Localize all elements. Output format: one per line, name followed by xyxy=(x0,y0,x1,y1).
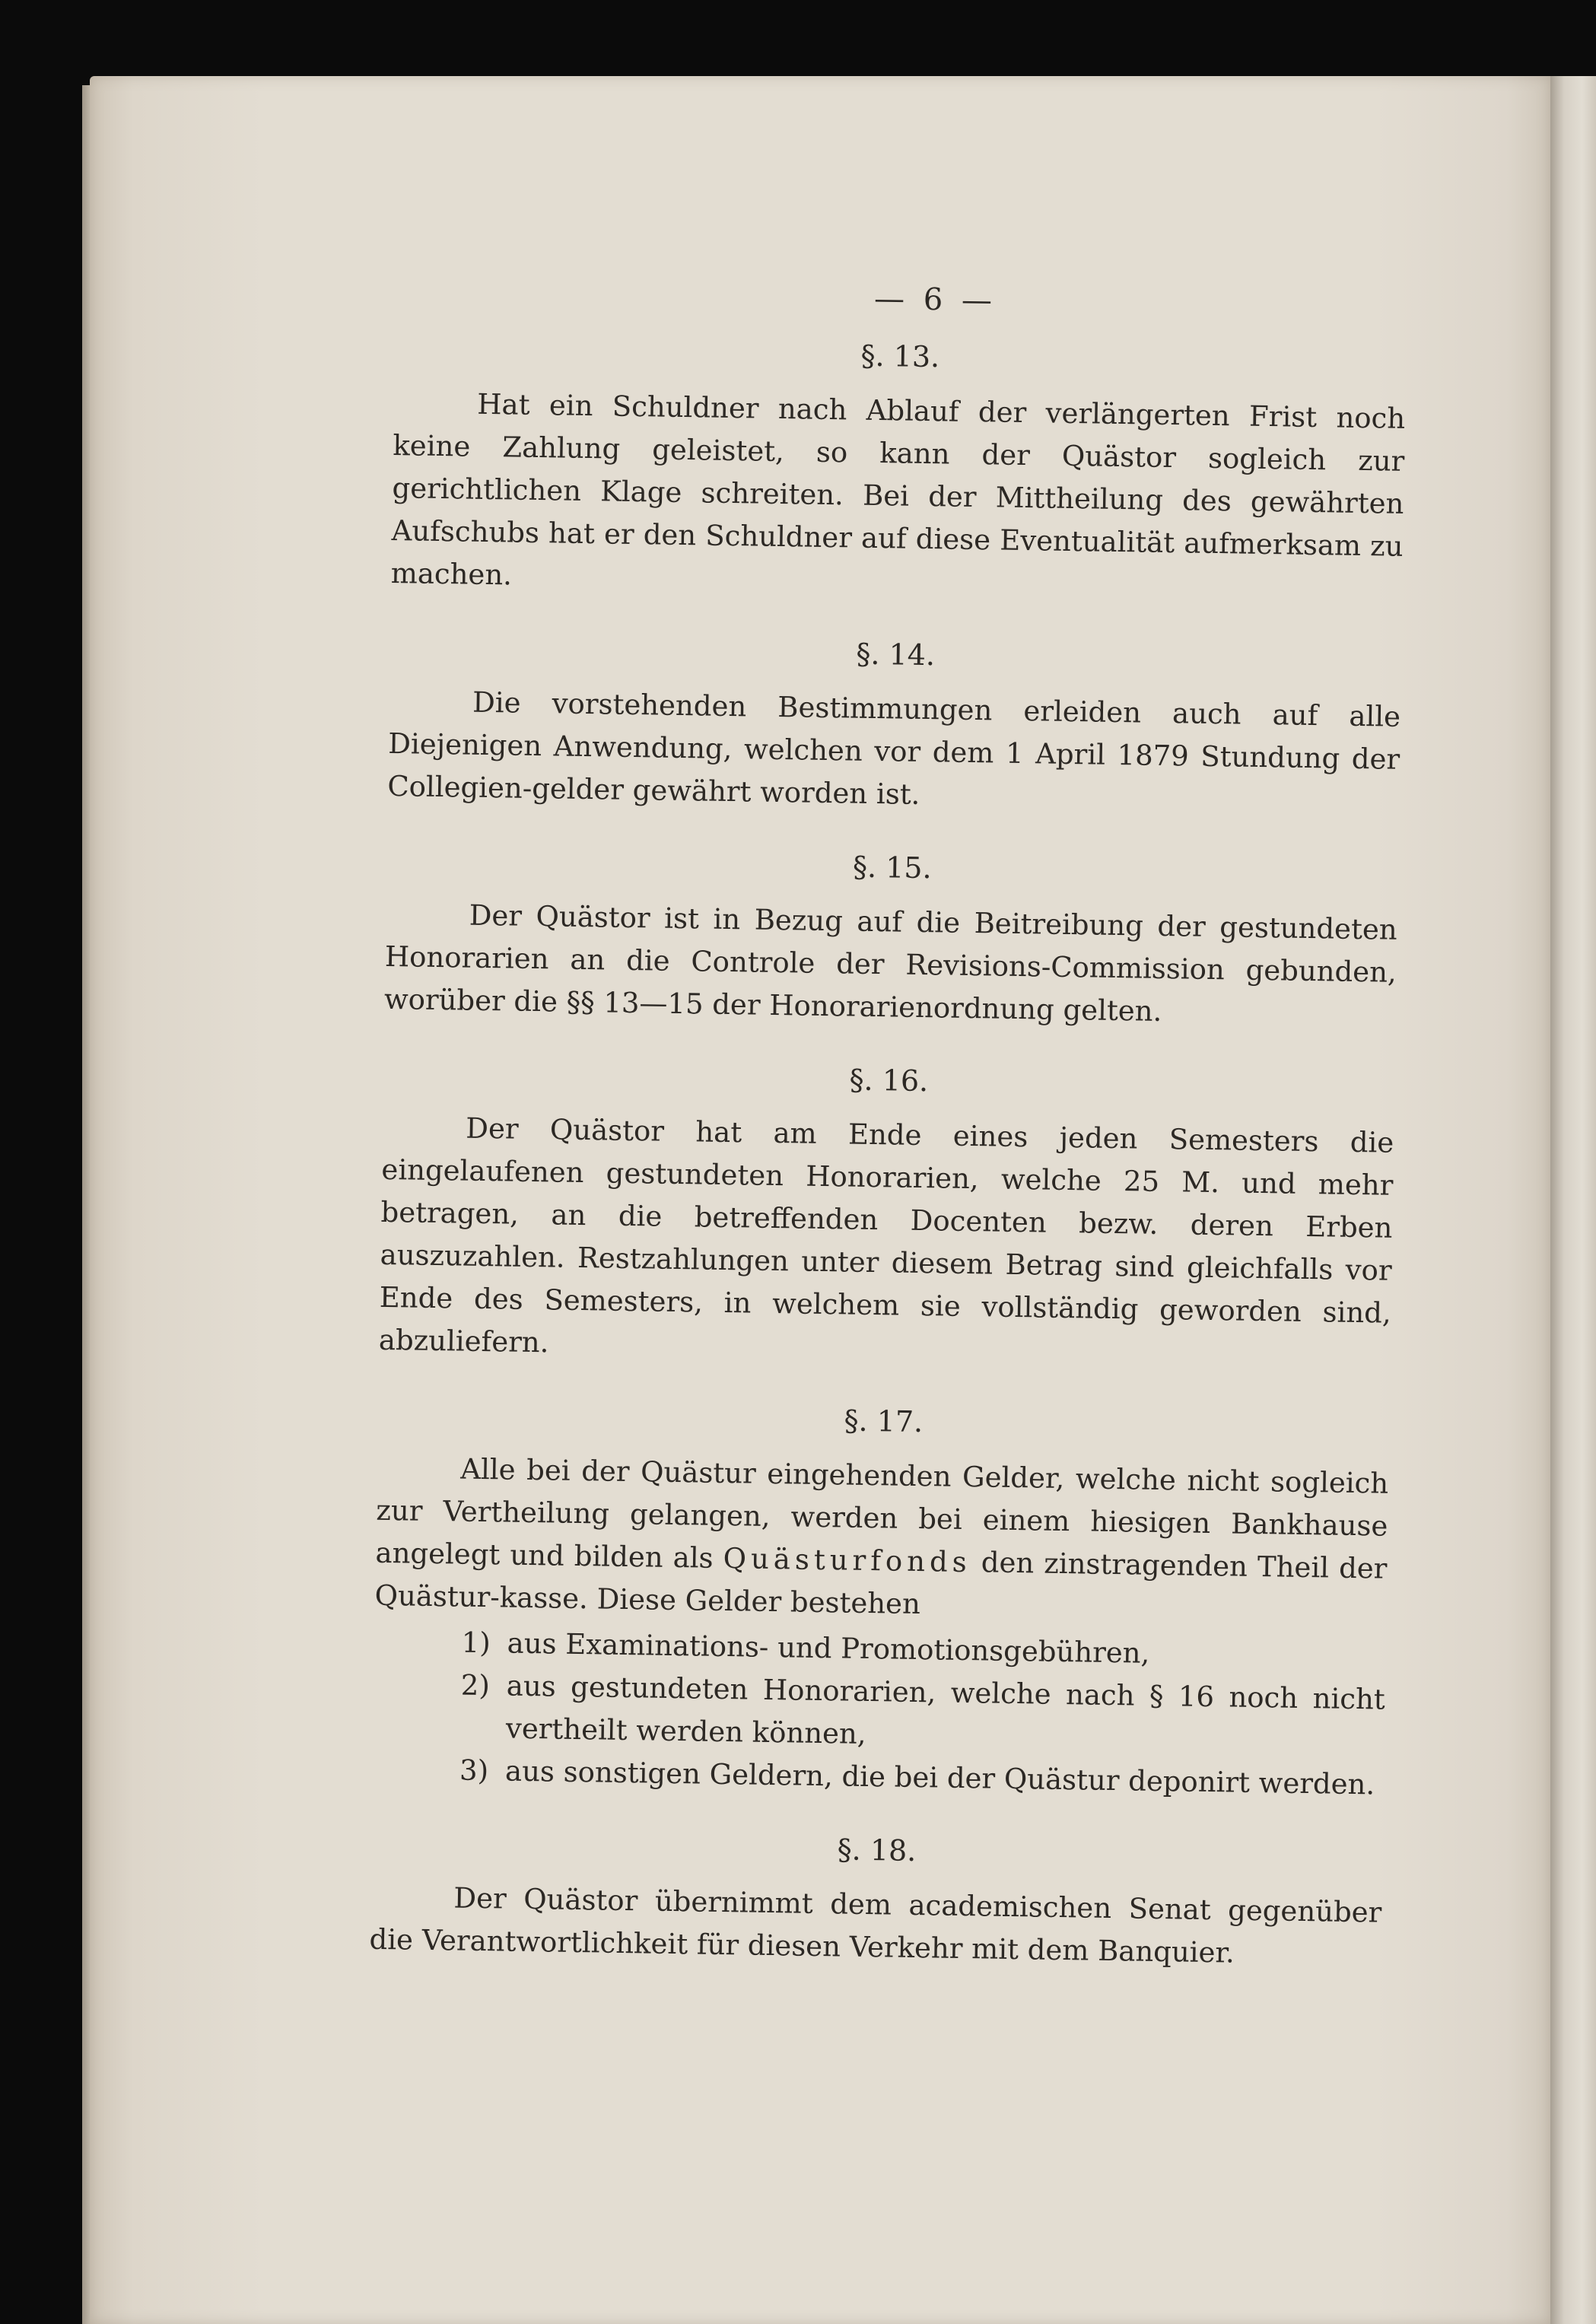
section-paragraph: Hat ein Schuldner nach Ablauf der verlängerten Frist noch keine Zahlung geleistet, so kann der Quästor sogleich zur gerichtlichen Klage schreiten. Bei der Mittheilung des gewährten Aufschubs hat er den Schuldner auf diese Eventualität aufmerksam zu machen. xyxy=(390,387,1406,592)
paragraph-text: den zinstragenden Theil der Quästur-kasse. Diese Gelder bestehen xyxy=(374,1546,1388,1621)
page-number: — 6 — xyxy=(873,281,997,319)
list-text: aus gestundeten Honorarien, welche nach § 16 noch nicht vertheilt werden können, xyxy=(505,1669,1386,1750)
section-paragraph: Der Quästor hat am Ende eines jeden Semesters die eingelaufenen gestundeten Honorarien, welche 25 M. und mehr betragen, an die betreffenden Docenten bezw. deren Erben auszuzahlen. Restzahlungen unter diesem Betrag sind gleichfalls vor Ende des Semesters, in welchem sie vollständig geworden sind, abzuliefern. xyxy=(378,1111,1394,1359)
section-13 xyxy=(390,332,1406,611)
section-paragraph: Der Quästor übernimmt dem academischen Senat gegenüber die Verantwortlichkeit für diesen Verkehr mit dem Banquier. xyxy=(369,1881,1382,1970)
adjacent-page-edge xyxy=(1550,76,1596,2324)
section-17 xyxy=(372,1397,1390,1807)
spaced-term: Quästurfonds xyxy=(723,1541,972,1579)
list-number: 3) xyxy=(459,1753,489,1788)
section-paragraph: Die vorstehenden Bestimmungen erleiden auch auf alle Diejenigen Anwendung, welchen vor dem 1 April 1879 Stundung der Collegien-gelder gewährt worden ist. xyxy=(387,685,1401,811)
section-heading: §. 18. xyxy=(837,1833,917,1868)
section-14 xyxy=(387,630,1402,824)
list-number: 2) xyxy=(460,1668,491,1702)
list-item xyxy=(373,1663,1386,1764)
paragraph-text: Alle bei der Quästur eingehenden Gelder, welche nicht sogleich zur Vertheilung gelangen, werden bei einem hiesigen Bankhause angelegt und bilden als xyxy=(375,1452,1389,1575)
section-heading: §. 15. xyxy=(852,850,932,885)
list-text: aus sonstigen Geldern, die bei der Quästur deponirt werden. xyxy=(504,1754,1375,1801)
list-text: aus Examinations- und Promotionsgebühren, xyxy=(507,1626,1150,1670)
section-heading: §. 17. xyxy=(844,1404,924,1439)
section-heading: §. 13. xyxy=(860,339,940,374)
section-16 xyxy=(379,1056,1395,1378)
page-text xyxy=(368,274,1407,2012)
section-paragraph: Der Quästor ist in Bezug auf die Beitreibung der gestundeten Honorarien an die Controle der Revisions-Commission gebunden, worüber die §§ 13—15 der Honorarienordnung gelten. xyxy=(383,898,1397,1028)
section-paragraph xyxy=(374,1447,1388,1633)
section-15 xyxy=(384,843,1399,1037)
enumerated-list xyxy=(372,1620,1386,1807)
section-heading: §. 14. xyxy=(856,637,936,672)
section-heading: §. 16. xyxy=(849,1063,929,1098)
section-18 xyxy=(369,1826,1383,1977)
list-number: 1) xyxy=(461,1626,491,1660)
